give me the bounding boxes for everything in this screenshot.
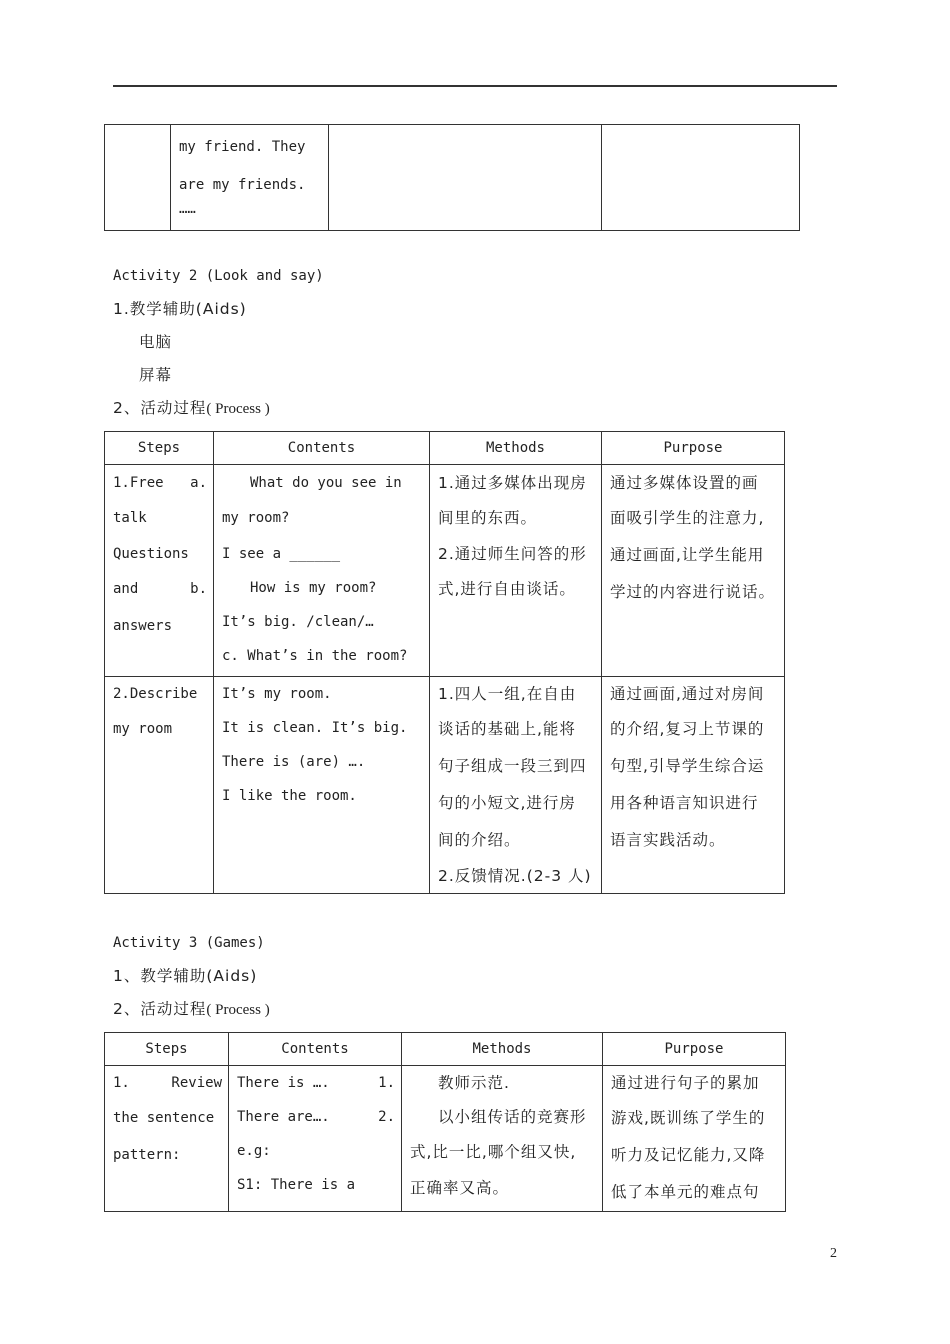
table-cell-contents: my friend. They are my friends. …… (171, 125, 329, 231)
cell-methods: 教师示范. 以小组传话的竞赛形 式,比一比,哪个组又快, 正确率又高。 (402, 1066, 603, 1212)
column-header-contents: Contents (214, 432, 430, 465)
table-continued (104, 124, 800, 231)
activity3-aids-label: 1、教学辅助(Aids) (113, 967, 258, 985)
activity2-process-label: 2、活动过程( Process ) (113, 399, 270, 417)
cell-steps: 2.Describe my room (105, 677, 214, 894)
column-header-contents: Contents (229, 1033, 402, 1066)
cell-contents: There is …. 1. There are…. 2. e.g: S1: There is a (229, 1066, 402, 1212)
cell-methods: 1.四人一组,在自由 谈话的基础上,能将 句子组成一段三到四 句的小短文,进行房 间的介绍。 2.反馈情况.(2-3 人) (430, 677, 602, 894)
cell-methods: 1.通过多媒体出现房 间里的东西。 2.通过师生问答的形 式,进行自由谈话。 (430, 465, 602, 677)
table-cell-empty (105, 125, 171, 231)
activity2-aids-label: 1.教学辅助(Aids) (113, 300, 247, 318)
table-cell-empty (329, 125, 602, 231)
activity2-aid-item: 屏幕 (139, 366, 173, 384)
column-header-purpose: Purpose (603, 1033, 786, 1066)
cell-purpose: 通过画面,通过对房间 的介绍,复习上节课的 句型,引导学生综合运 用各种语言知识进行 语言实践活动。 (602, 677, 785, 894)
column-header-steps: Steps (105, 432, 214, 465)
activity2-table (104, 431, 785, 894)
cell-purpose: 通过进行句子的累加 游戏,既训练了学生的 听力及记忆能力,又降 低了本单元的难点句 (603, 1066, 786, 1212)
column-header-methods: Methods (402, 1033, 603, 1066)
activity3-title: Activity 3 (Games) (113, 935, 265, 951)
cell-purpose: 通过多媒体设置的画 面吸引学生的注意力, 通过画面,让学生能用 学过的内容进行说话。 (602, 465, 785, 677)
activity3-table (104, 1032, 786, 1212)
activity3-process-label: 2、活动过程( Process ) (113, 1000, 270, 1018)
page-number: 2 (830, 1246, 837, 1261)
cell-contents: It’s my room. It is clean. It’s big. There is (are) …. I like the room. (214, 677, 430, 894)
table-cell-empty (602, 125, 800, 231)
cell-steps: 1. Review the sentence pattern: (105, 1066, 229, 1212)
column-header-purpose: Purpose (602, 432, 785, 465)
cell-contents: What do you see in my room? I see a ______ How is my room? It’s big. /clean/… c. What’s in the room? (214, 465, 430, 677)
cell-steps: 1.Free a. talk Questions and b. answers (105, 465, 214, 677)
column-header-steps: Steps (105, 1033, 229, 1066)
header-rule (113, 85, 837, 87)
column-header-methods: Methods (430, 432, 602, 465)
activity2-aid-item: 电脑 (139, 333, 173, 351)
activity2-title: Activity 2 (Look and say) (113, 268, 324, 284)
